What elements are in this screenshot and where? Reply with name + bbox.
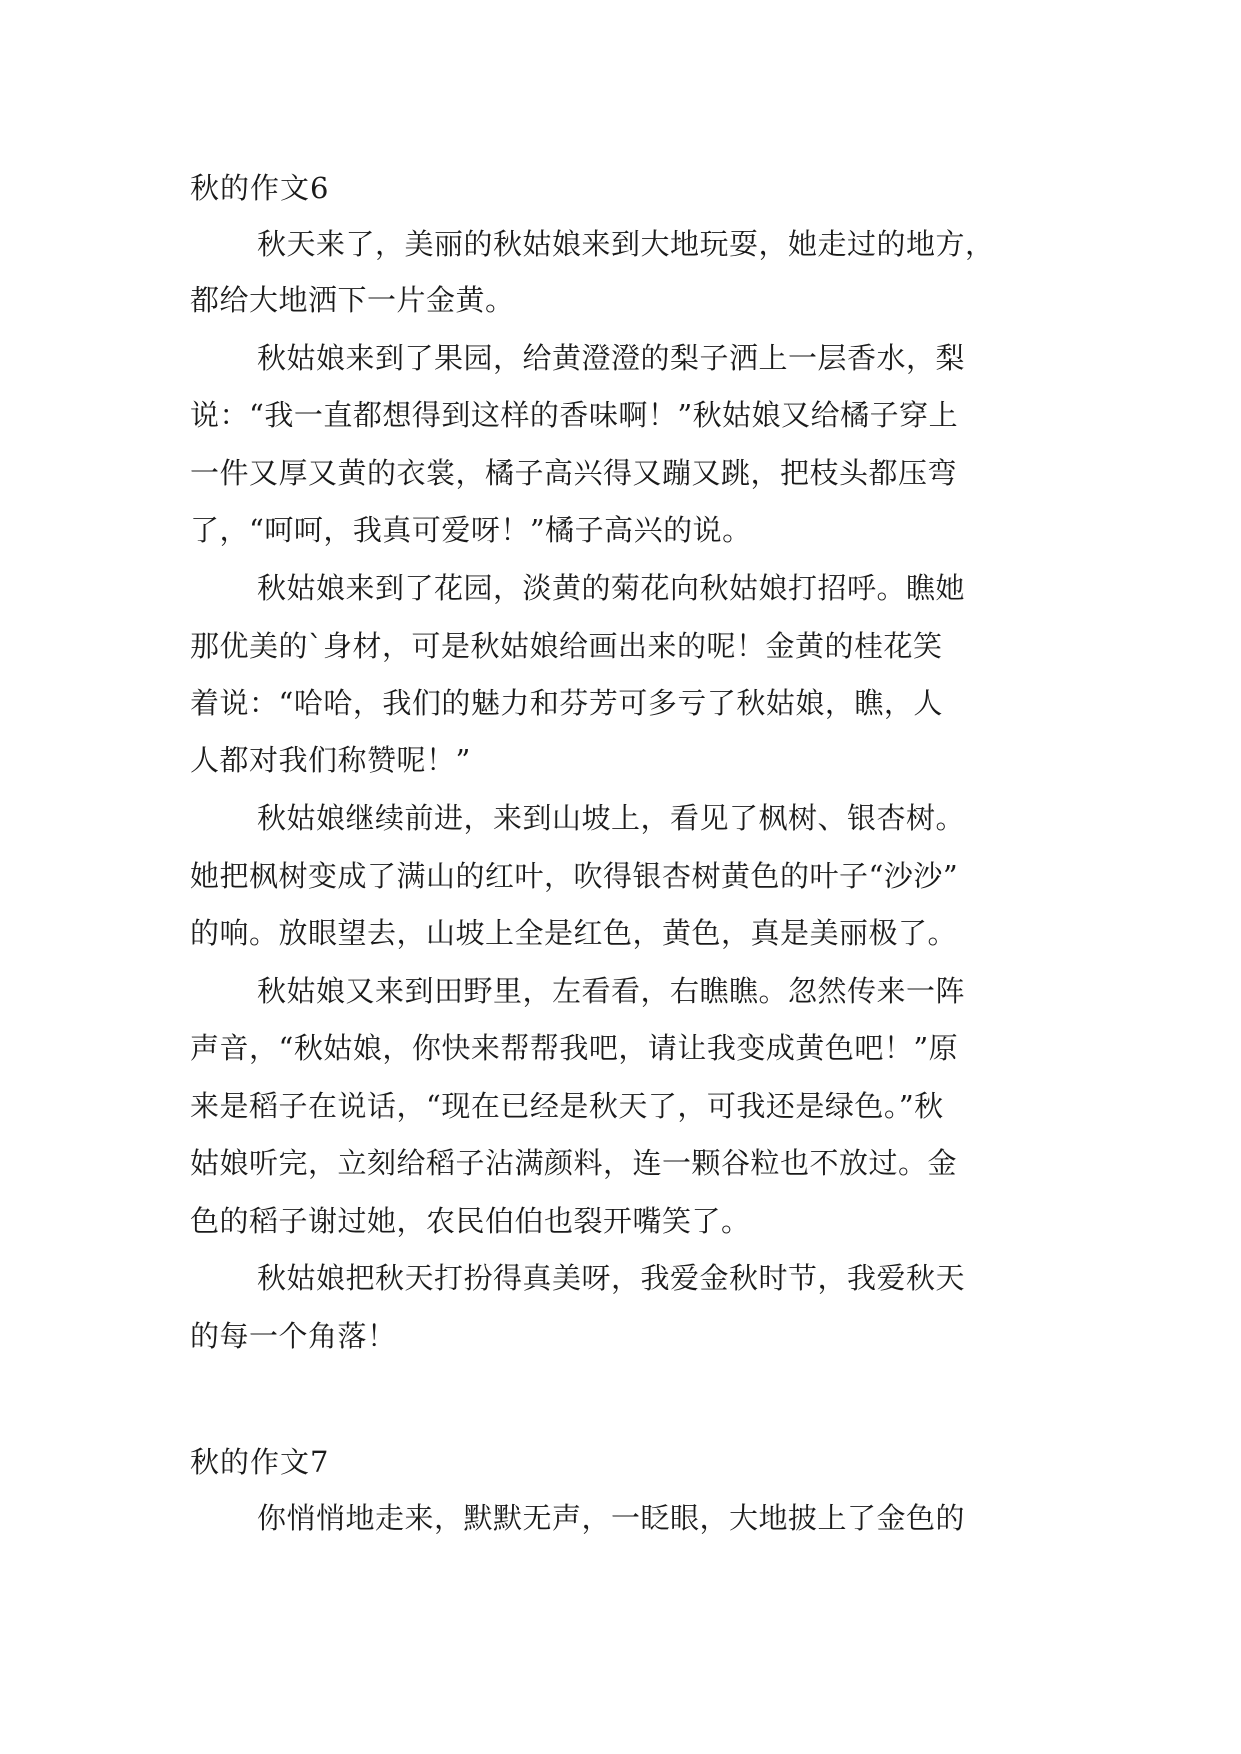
paragraph-line: 秋天来了，美丽的秋姑娘来到大地玩耍，她走过的地方，: [257, 227, 995, 261]
paragraph-line: 姑娘听完，立刻给稻子沾满颜料，连一颗谷粒也不放过。金: [190, 1146, 958, 1180]
section-title: 秋的作文6: [190, 171, 330, 205]
paragraph-line: 色的稻子谢过她，农民伯伯也裂开嘴笑了。: [190, 1204, 751, 1238]
paragraph-line: 秋姑娘又来到田野里，左看看，右瞧瞧。忽然传来一阵: [257, 974, 966, 1008]
paragraph-line: 秋姑娘来到了果园，给黄澄澄的梨子洒上一层香水，梨: [257, 341, 966, 375]
paragraph-line: 了，“呵呵，我真可爱呀！”橘子高兴的说。: [190, 513, 752, 547]
paragraph-line: 都给大地洒下一片金黄。: [190, 283, 515, 317]
paragraph-line: 着说：“哈哈，我们的魅力和芬芳可多亏了秋姑娘，瞧，人: [190, 686, 943, 720]
section-title: 秋的作文7: [190, 1445, 330, 1479]
paragraph-line: 来是稻子在说话，“现在已经是秋天了，可我还是绿色。”秋: [190, 1089, 944, 1123]
paragraph-line: 那优美的`身材，可是秋姑娘给画出来的呢！金黄的桂花笑: [190, 629, 943, 663]
paragraph-line: 的每一个角落！: [190, 1319, 397, 1353]
paragraph-line: 秋姑娘来到了花园，淡黄的菊花向秋姑娘打招呼。瞧她: [257, 571, 966, 605]
paragraph-line: 你悄悄地走来，默默无声，一眨眼，大地披上了金色的: [257, 1501, 966, 1535]
paragraph-line: 秋姑娘继续前进，来到山坡上，看见了枫树、银杏树。: [257, 801, 966, 835]
paragraph-line: 一件又厚又黄的衣裳，橘子高兴得又蹦又跳，把枝头都压弯: [190, 456, 958, 490]
paragraph-line: 人都对我们称赞呢！”: [190, 743, 471, 777]
paragraph-line: 秋姑娘把秋天打扮得真美呀，我爱金秋时节，我爱秋天: [257, 1261, 966, 1295]
paragraph-line: 说：“我一直都想得到这样的香味啊！”秋姑娘又给橘子穿上: [190, 398, 959, 432]
paragraph-line: 声音，“秋姑娘，你快来帮帮我吧，请让我变成黄色吧！”原: [190, 1031, 959, 1065]
paragraph-line: 的响。放眼望去，山坡上全是红色，黄色，真是美丽极了。: [190, 916, 958, 950]
paragraph-line: 她把枫树变成了满山的红叶，吹得银杏树黄色的叶子“沙沙”: [190, 859, 959, 893]
